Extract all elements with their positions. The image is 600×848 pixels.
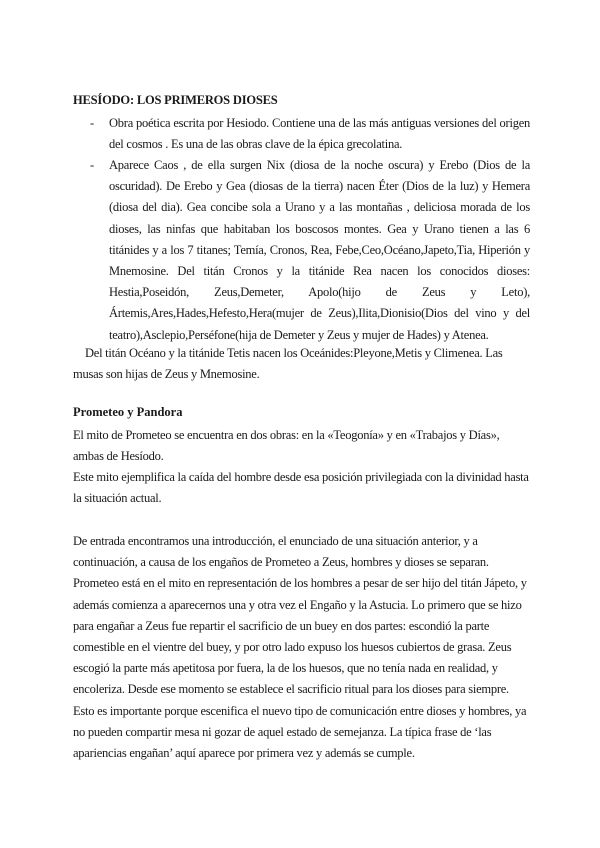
paragraph-mito: El mito de Prometeo se encuentra en dos obras: en la «Teogonía» y en «Trabajos y Días», ambas de Hesíodo.: [73, 428, 500, 464]
paragraph-ejemplifica: Este mito ejemplifica la caída del hombre desde esa posición privilegiada con la divinidad hasta la situación actual.: [73, 470, 529, 506]
bullet-text: Obra poética escrita por Hesiodo. Contiene una de las más antiguas versiones del origen del cosmos . Es una de las obras clave de la épica grecolatina.: [109, 116, 530, 152]
bullet-marker: -: [90, 158, 95, 172]
bullet-item-caos: [90, 155, 530, 346]
bullet-item-obra: [90, 113, 530, 155]
paragraph-entrada: De entrada encontramos una introducción, el enunciado de una situación anterior, y a continuación, a causa de los engaños de Prometeo a Zeus, hombres y dioses se separan. Prometeo está en el mito en representación de los hombres a pesar de ser hijo del titán Jápeto, y además comienza a aparecernos una y otra vez el Engaño y la Astucia. Lo primero que se hizo para engañar a Zeus fue repartir el sacrificio de un buey en dos partes: escondió la parte comestible en el vientre del buey, y por otro lado expuso los huesos cubiertos de grasa. Zeus escogió la parte más apetitosa por fuera, la de los huesos, que no tenía nada en realidad, y encoleriza. Desde ese momento se establece el sacrificio ritual para los dioses para siempre. Esto es importante porque escenifica el nuevo tipo de comunicación entre dioses y hombres, ya no pueden compartir mesa ni gozar de aquel estado de semejanza. La típica frase de ‘las apariencias engañan’ aquí aparece por primera vez y además se cumple.: [73, 534, 527, 761]
paragraph-oceano: Del titán Océano y la titánide Tetis nacen los Oceánides:Pleyone,Metis y Climenea. Las musas son hijas de Zeus y Mnemosine.: [73, 346, 503, 382]
document-heading: HESÍODO: LOS PRIMEROS DIOSES: [73, 93, 278, 107]
section-heading-prometeo: Prometeo y Pandora: [73, 405, 183, 419]
bullet-text: Aparece Caos , de ella surgen Nix (diosa de la noche oscura) y Erebo (Dios de la oscuridad). De Erebo y Gea (diosas de la tierra) nacen Éter (Dios de la luz) y Hemera (diosa del dia). Gea concibe sola a Urano y a las montañas , deliciosa morada de los dioses, las ninfas que habitaban los boscosos montes. Gea y Urano tienen a las 6 titánides y a los 7 titanes; Temía, Cronos, Rea, Febe,Ceo,Océano,Japeto,Tia, Hiperión y Mnemosine. Del titán Cronos y la titánide Rea nacen los conocidos dioses: Hestia,Poseidón, Zeus,Demeter, Apolo(hijo de Zeus y Leto), Ártemis,Ares,Hades,Hefesto,Hera(mujer de Zeus),Ilita,Dionisio(Dios del vino y del teatro),Asclepio,Perséfone(hija de Demeter y Zeus y mujer de Hades) y Atenea.: [109, 158, 530, 342]
bullet-marker: -: [90, 116, 95, 130]
